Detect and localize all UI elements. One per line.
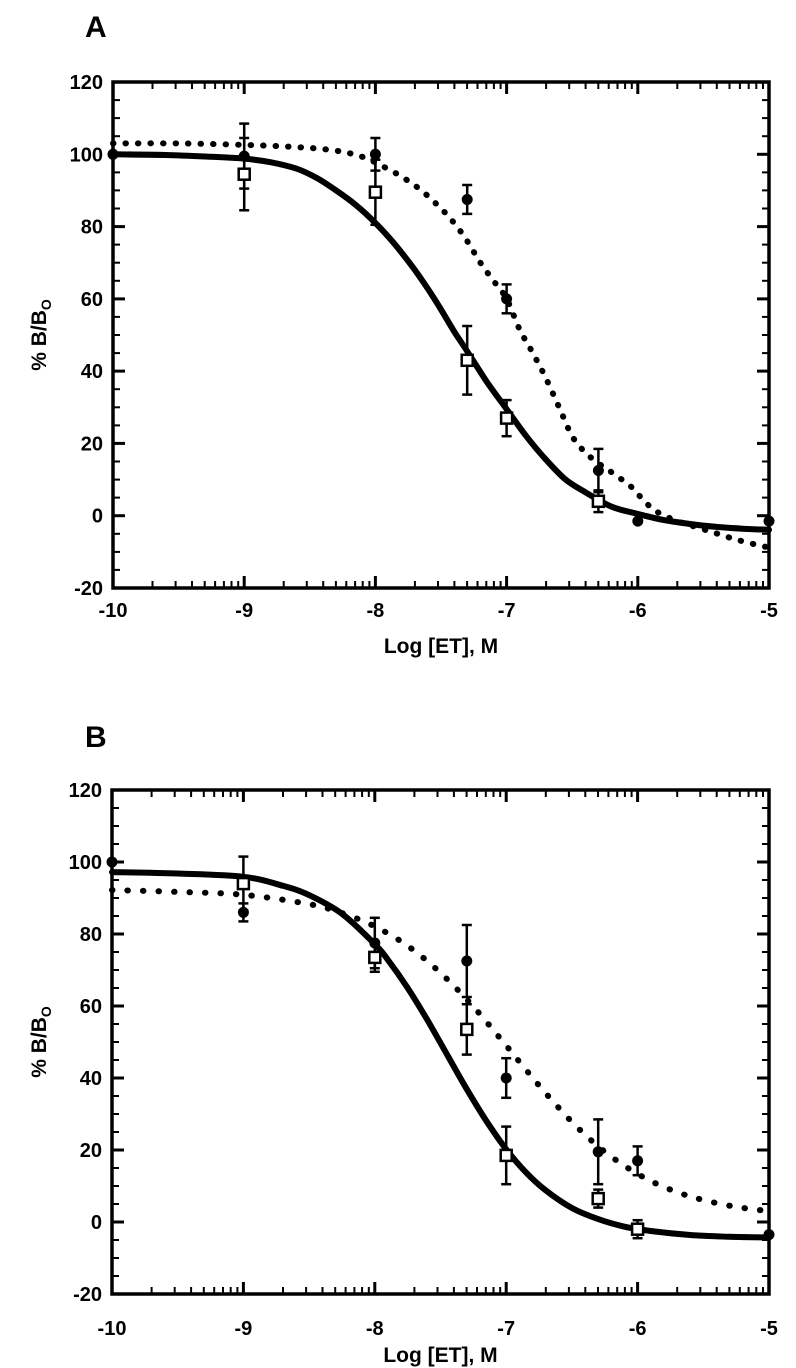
data-point-filled-circle [239,151,250,162]
data-point-open-square [593,1193,604,1204]
x-tick-label: -5 [760,1318,778,1340]
y-axis-title [28,299,54,371]
data-point-filled-circle [632,1155,643,1166]
y-axis-title-subscript: O [38,299,54,311]
data-point-filled-circle [501,1073,512,1084]
data-point-filled-circle [461,956,472,967]
y-tick-label: 40 [79,1068,102,1090]
data-point-open-square [461,1024,472,1035]
data-point-filled-circle [238,907,249,918]
data-point-filled-circle [501,293,512,304]
y-tick-label: -20 [73,1284,102,1306]
y-axis-title-main: % B/B [28,310,51,371]
series-filled-circle-dotted-fit [108,149,775,527]
fit-curve-solid [113,154,769,530]
data-point-open-square [238,878,249,889]
data-point-filled-circle [462,194,473,205]
y-axis-title-subscript: O [38,1006,54,1018]
data-point-open-square [370,187,381,198]
y-tick-label: 20 [80,433,103,456]
data-point-filled-circle [107,857,118,868]
x-tick-label: -8 [366,600,385,622]
fit-curve-dotted [112,890,769,1211]
panel-label: B [85,721,107,754]
x-tick-label: -7 [497,600,516,622]
x-tick-label: -7 [497,1318,516,1340]
x-tick-label: -9 [234,1318,253,1340]
data-point-filled-circle [764,1229,775,1240]
x-tick-label: -8 [365,1318,384,1340]
y-tick-label: 40 [80,361,103,384]
error-bars-filled-circle-dotted-fit [239,124,603,493]
y-tick-label: 100 [68,852,102,874]
data-point-filled-circle [369,938,380,949]
fit-curve-dotted [113,143,769,547]
x-tick-label: -5 [760,600,778,622]
data-point-filled-circle [593,1146,604,1157]
data-point-open-square [369,952,380,963]
data-point-filled-circle [632,516,643,527]
series-open-square-solid-fit [239,169,604,507]
x-tick-label: -6 [628,1318,647,1340]
y-tick-label: 80 [79,924,102,946]
y-tick-label: 60 [80,288,103,311]
x-tick-label: -6 [628,600,647,622]
data-point-filled-circle [593,465,604,476]
data-point-open-square [501,1150,512,1161]
y-tick-label: 0 [91,505,103,528]
data-point-filled-circle [764,516,775,527]
x-tick-label: -10 [98,600,128,622]
data-point-open-square [632,1224,643,1235]
y-tick-label: 100 [69,144,103,167]
error-bars-open-square-solid-fit [239,138,603,512]
y-tick-label: -20 [74,578,103,600]
x-axis-title: Log [ET], M [383,635,499,658]
y-tick-label: 80 [80,216,103,239]
data-point-filled-circle [370,149,381,160]
y-tick-label: 0 [90,1212,102,1234]
panel-b [0,684,796,1368]
series-open-square-solid-fit [238,878,643,1235]
data-point-open-square [593,496,604,507]
y-tick-label: 120 [69,72,103,94]
x-tick-label: -10 [97,1318,127,1340]
data-point-filled-circle [108,149,119,160]
x-tick-label: -9 [235,600,254,622]
y-axis-title-main: % B/B [28,1017,51,1078]
data-point-open-square [501,413,512,424]
fit-curve-solid [112,872,769,1237]
y-axis-title [28,1006,54,1078]
dose-response-chart-b [0,684,796,1368]
data-point-open-square [239,169,250,180]
x-axis-title: Log [ET], M [383,1344,498,1367]
panel-label: A [85,11,107,44]
y-tick-label: 120 [68,780,102,802]
data-point-open-square [462,355,473,366]
y-tick-label: 20 [79,1140,102,1162]
y-tick-label: 60 [79,996,102,1018]
